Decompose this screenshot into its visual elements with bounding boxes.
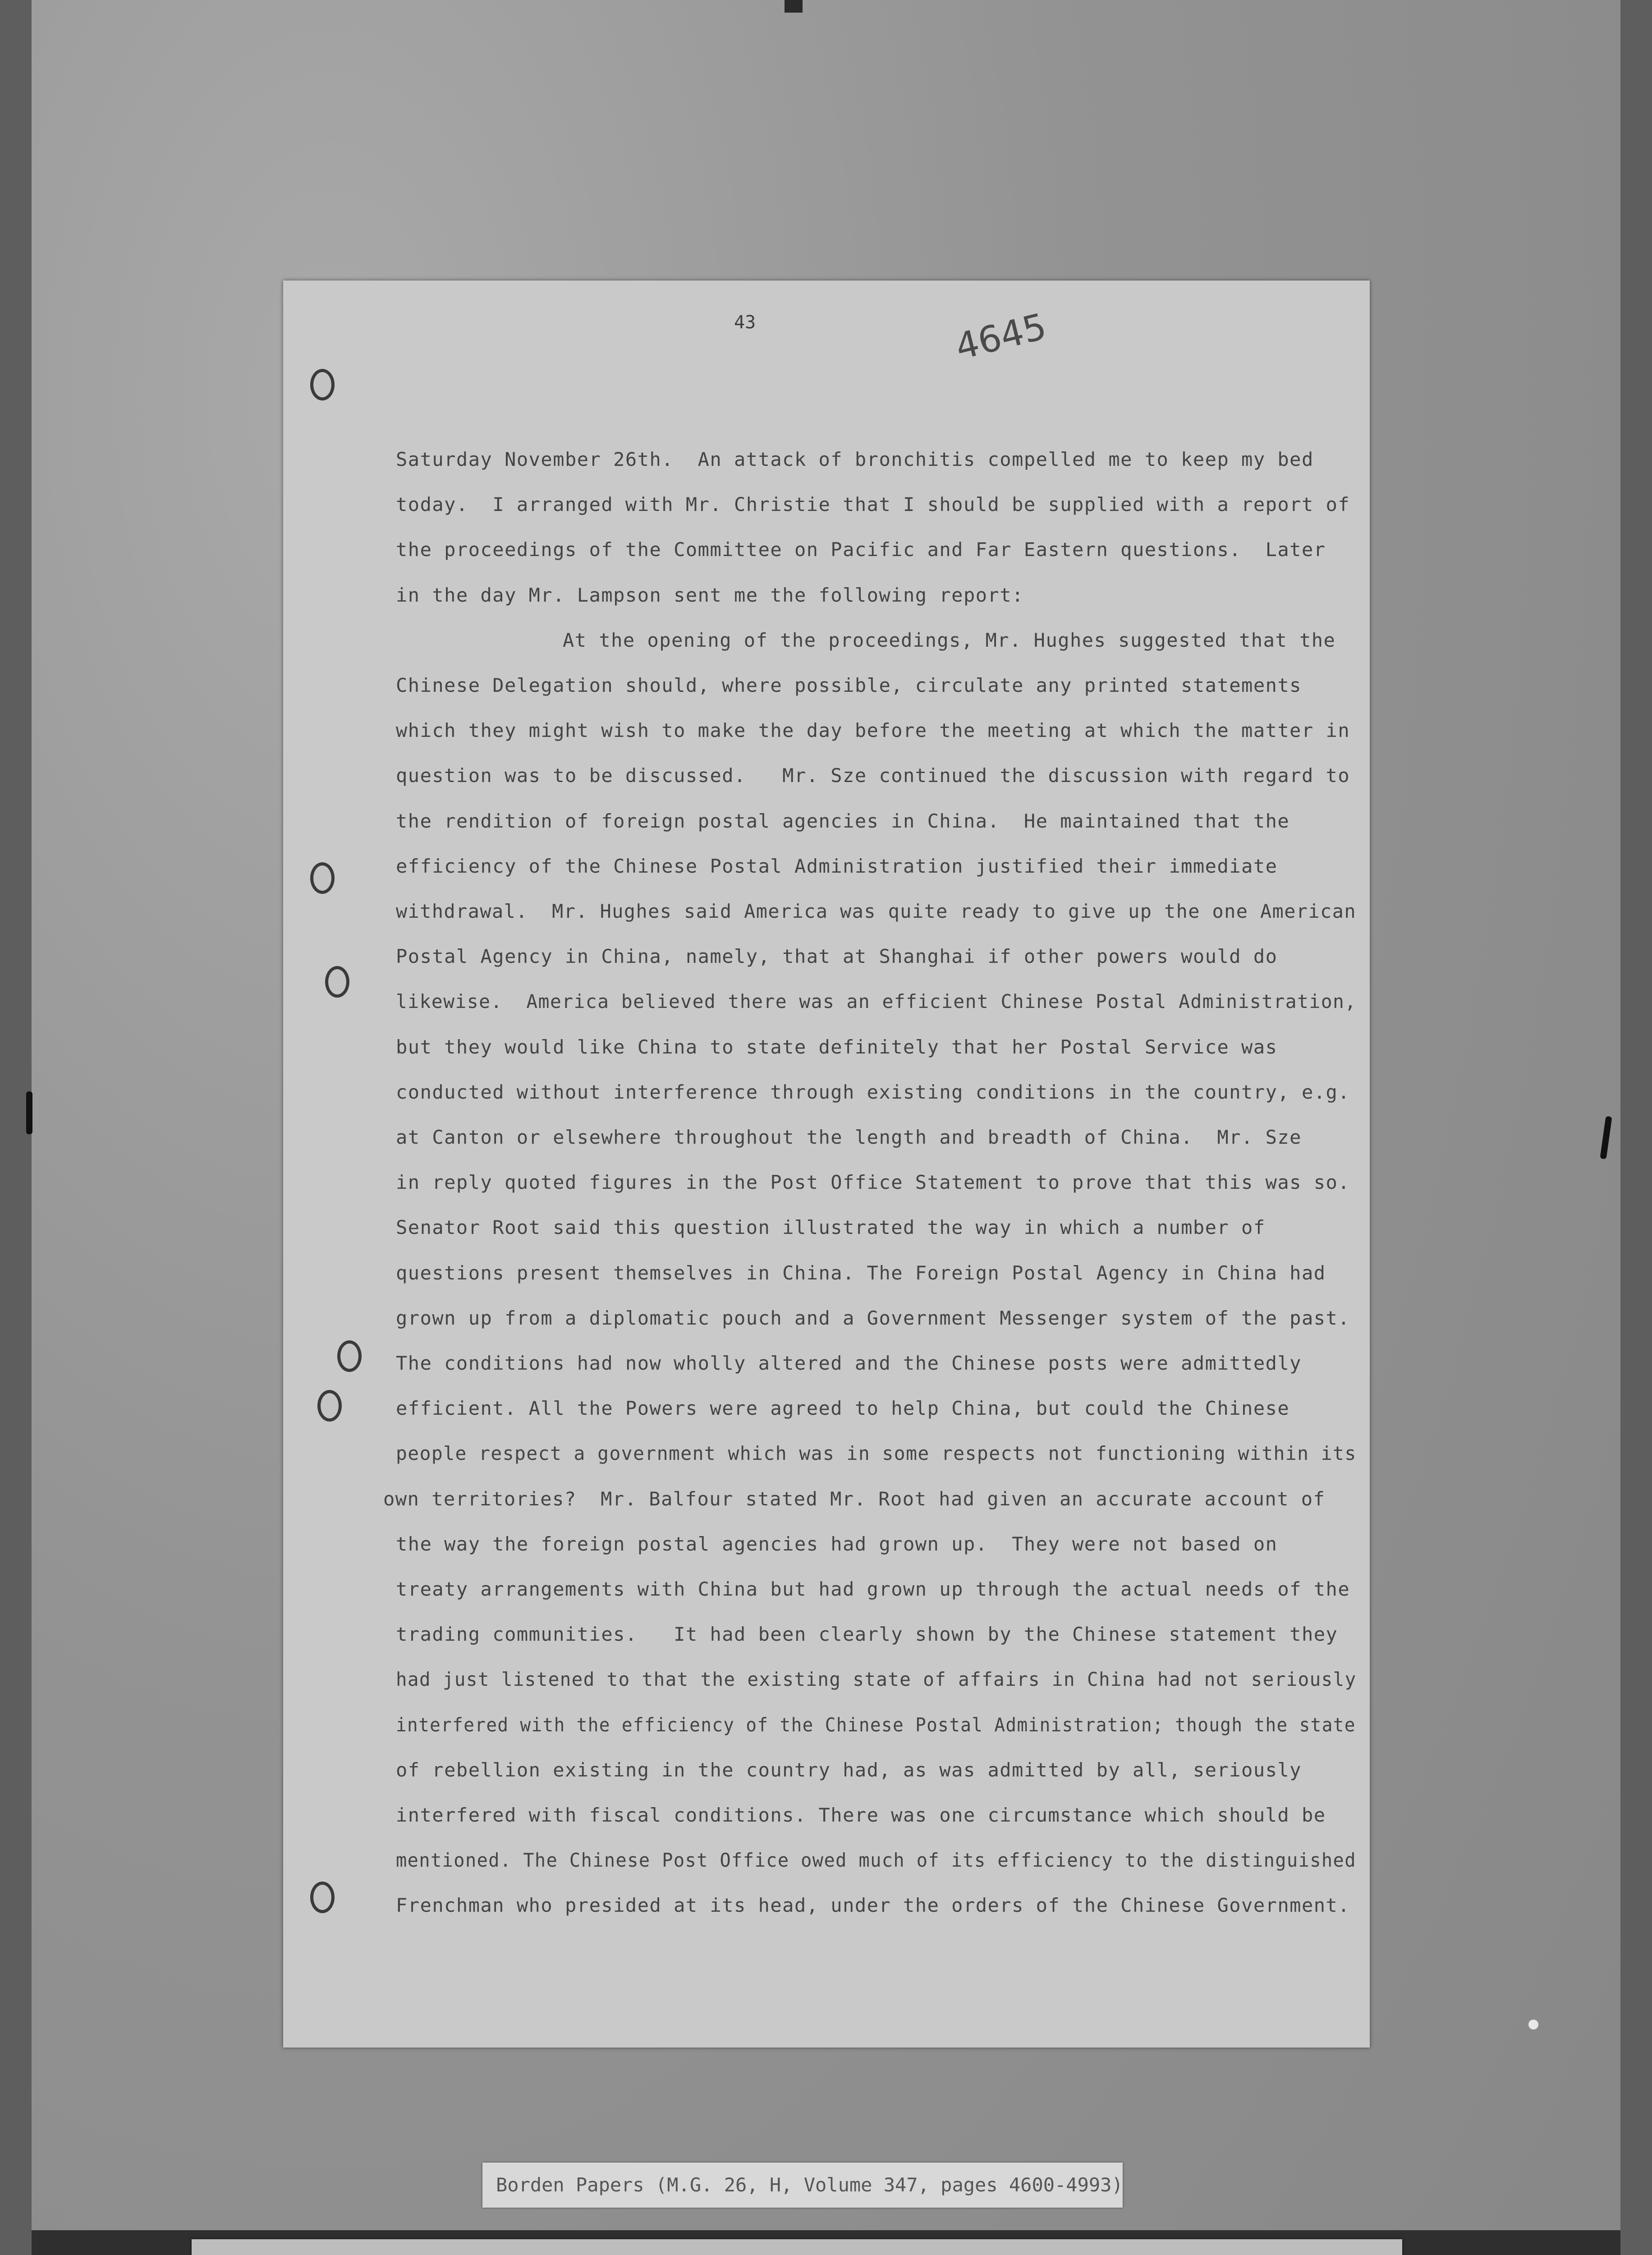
body-line: the rendition of foreign postal agencies in China. He maintained that the	[396, 810, 1290, 832]
body-line: Saturday November 26th. An attack of bronchitis compelled me to keep my bed	[396, 448, 1314, 470]
film-notch	[785, 0, 803, 13]
body-line: interfered with the efficiency of the Chinese Postal Administration; though the state	[396, 1713, 1356, 1736]
scan-right-edge	[1620, 0, 1652, 2255]
body-line: withdrawal. Mr. Hughes said America was quite ready to give up the one American	[396, 900, 1357, 922]
body-line: people respect a government which was in some respects not functioning within its	[396, 1442, 1357, 1465]
body-line: efficient. All the Powers were agreed to help China, but could the Chinese	[396, 1397, 1290, 1420]
reference-label: Borden Papers (M.G. 26, H, Volume 347, pages 4600-4993)	[482, 2163, 1123, 2208]
typed-report-body	[283, 281, 1370, 2048]
stamped-folio-number: 4645	[951, 305, 1051, 368]
body-line: Senator Root said this question illustrated the way in which a number of	[396, 1216, 1266, 1239]
body-line: grown up from a diplomatic pouch and a Government Messenger system of the past.	[396, 1307, 1350, 1329]
body-line: treaty arrangements with China but had grown up through the actual needs of the	[396, 1578, 1350, 1600]
body-line: of rebellion existing in the country had, as was admitted by all, seriously	[396, 1758, 1302, 1781]
body-line: interfered with fiscal conditions. There was one circumstance which should be	[396, 1804, 1326, 1826]
body-line: had just listened to that the existing state of affairs in China had not seriously	[396, 1668, 1357, 1691]
body-line: the way the foreign postal agencies had grown up. They were not based on	[396, 1532, 1278, 1555]
body-line: At the opening of the proceedings, Mr. Hughes suggested that the	[563, 629, 1336, 651]
body-line: the proceedings of the Committee on Pacific and Far Eastern questions. Later	[396, 538, 1326, 561]
body-line: Postal Agency in China, namely, that at Shanghai if other powers would do	[396, 945, 1278, 968]
document-page	[283, 281, 1370, 2048]
body-line: own territories? Mr. Balfour stated Mr. Root had given an accurate account of	[383, 1487, 1326, 1510]
scan-dust-spot	[1528, 2020, 1538, 2030]
body-line: questions present themselves in China. The Foreign Postal Agency in China had	[396, 1261, 1326, 1284]
archive-stamp	[192, 2239, 1402, 2255]
body-line: mentioned. The Chinese Post Office owed much of its efficiency to the distinguished	[396, 1849, 1356, 1872]
body-line: conducted without interference through existing conditions in the country, e.g.	[396, 1081, 1350, 1103]
film-edge-mark-left	[26, 1091, 32, 1134]
body-line: The conditions had now wholly altered and the Chinese posts were admittedly	[396, 1352, 1302, 1374]
body-line: Chinese Delegation should, where possible, circulate any printed statements	[396, 674, 1302, 696]
body-line: which they might wish to make the day before the meeting at which the matter in	[396, 719, 1350, 742]
body-line: trading communities. It had been clearly shown by the Chinese statement they	[396, 1623, 1338, 1646]
body-line: in the day Mr. Lampson sent me the following report:	[396, 584, 1024, 606]
body-line: in reply quoted figures in the Post Office Statement to prove that this was so.	[396, 1171, 1350, 1194]
body-line: question was to be discussed. Mr. Sze continued the discussion with regard to	[396, 764, 1350, 787]
body-line: Frenchman who presided at its head, under the orders of the Chinese Government.	[396, 1894, 1350, 1917]
body-line: but they would like China to state definitely that her Postal Service was	[396, 1035, 1278, 1058]
body-line: efficiency of the Chinese Postal Administration justified their immediate	[396, 855, 1278, 877]
body-line: today. I arranged with Mr. Christie that I should be supplied with a report of	[396, 493, 1350, 516]
body-line: at Canton or elsewhere throughout the length and breadth of China. Mr. Sze	[396, 1126, 1302, 1148]
page-number: 43	[734, 312, 756, 333]
body-line: likewise. America believed there was an efficient Chinese Postal Administration,	[396, 990, 1357, 1013]
